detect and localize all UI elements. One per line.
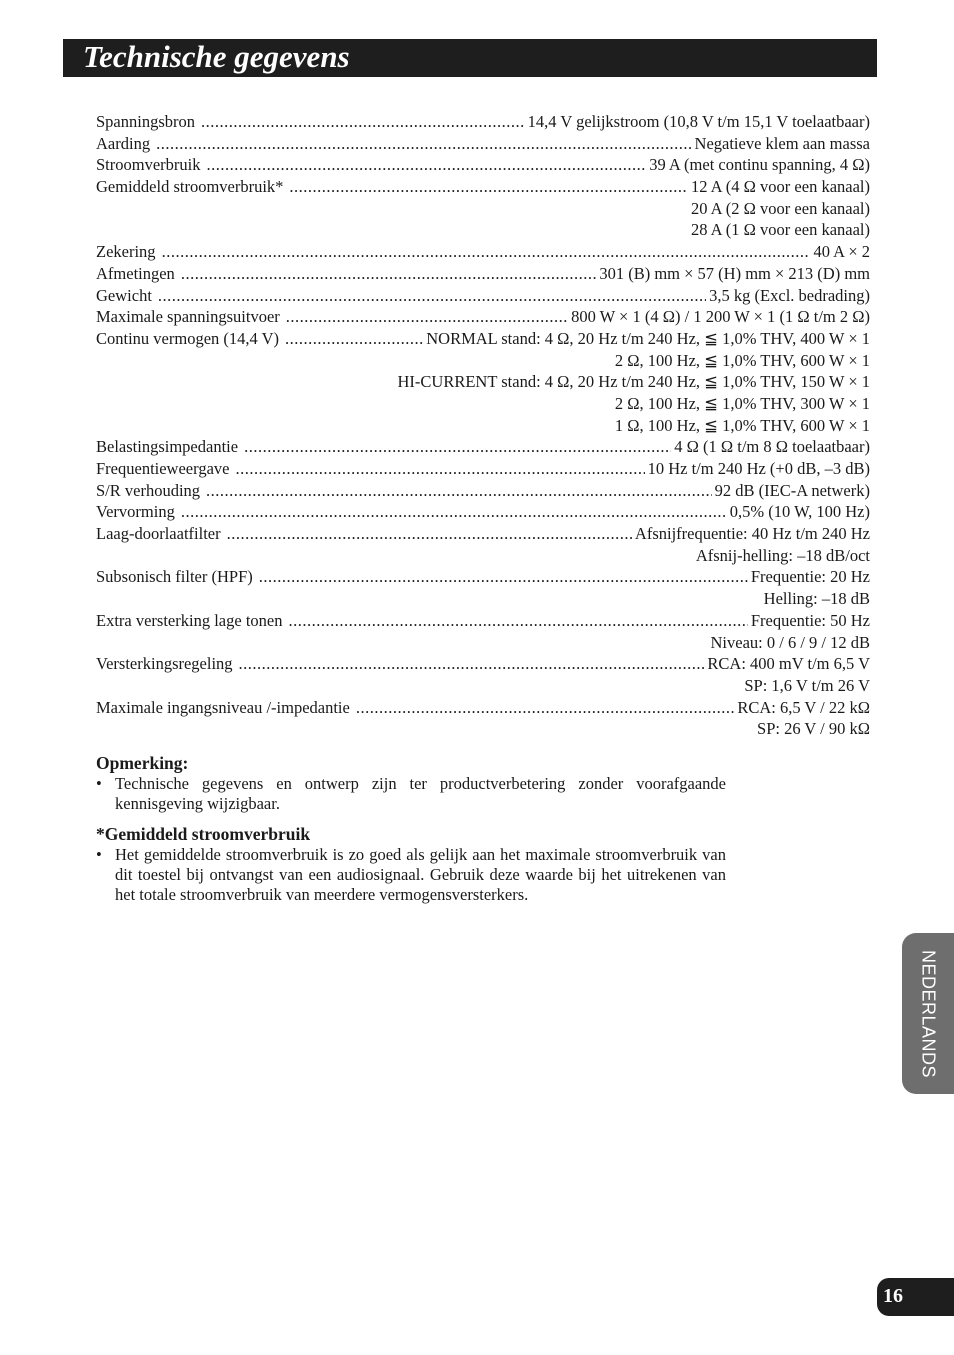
language-tab (902, 933, 954, 1094)
spec-row-continuation (96, 675, 870, 697)
dot-leader (235, 458, 644, 480)
spec-value: 800 W × 1 (4 Ω) / 1 200 W × 1 (1 Ω t/m 2 Ω) (571, 307, 870, 327)
spec-row-continuation (96, 632, 870, 654)
spec-row (96, 176, 870, 198)
spec-label: Aarding (96, 133, 151, 153)
spec-label: Maximale spanningsuitvoer (96, 307, 280, 327)
spec-row (96, 501, 870, 523)
spec-row-continuation (96, 219, 870, 241)
page-number-tab (877, 1278, 954, 1316)
dot-leader (239, 653, 705, 675)
spec-label: Afmetingen (96, 263, 175, 283)
spec-label: Extra versterking lage tonen (96, 610, 283, 630)
dot-leader (244, 436, 671, 458)
page-number: 16 (883, 1285, 903, 1307)
spec-value: Niveau: 0 / 6 / 9 / 12 dB (710, 632, 870, 652)
dot-leader (356, 697, 734, 719)
spec-label: Maximale ingangsniveau /-impedantie (96, 697, 350, 717)
dot-leader (158, 285, 706, 307)
spec-value: SP: 26 V / 90 kΩ (757, 719, 870, 739)
spec-value: 28 A (1 Ω voor een kanaal) (690, 220, 870, 240)
dot-leader (156, 133, 691, 155)
dot-leader (162, 241, 811, 263)
spec-value: 39 A (met continu spanning, 4 Ω) (649, 155, 870, 175)
dot-leader (206, 480, 712, 502)
notes-section (96, 752, 726, 915)
spec-value: Frequentie: 50 Hz (750, 610, 870, 630)
dot-leader (286, 306, 568, 328)
spec-row-continuation (96, 198, 870, 220)
dot-leader (289, 176, 688, 198)
spec-value: 1 Ω, 100 Hz, ≦ 1,0% THV, 600 W × 1 (614, 415, 870, 435)
spec-value: RCA: 6,5 V / 22 kΩ (737, 697, 870, 717)
spec-value: HI-CURRENT stand: 4 Ω, 20 Hz t/m 240 Hz, ≦ 1,0% THV, 150 W × 1 (397, 372, 870, 392)
spec-row (96, 436, 870, 458)
spec-row (96, 133, 870, 155)
note-heading: Opmerking: (96, 753, 189, 773)
spec-row (96, 328, 870, 350)
dot-leader (207, 154, 647, 176)
spec-value: Afsnijfrequentie: 40 Hz t/m 240 Hz (634, 524, 870, 544)
note-heading: *Gemiddeld stroomverbruik (96, 824, 311, 845)
spec-value: 0,5% (10 W, 100 Hz) (729, 502, 870, 522)
spec-value: 12 A (4 Ω voor een kanaal) (690, 177, 870, 197)
spec-row (96, 458, 870, 480)
spec-value: 10 Hz t/m 240 Hz (+0 dB, –3 dB) (647, 459, 870, 478)
note-text: Technische gegevens en ontwerp zijn ter productverbetering zonder voorafgaande kennisgeving wijzigbaar. (115, 774, 726, 813)
spec-value: 4 Ω (1 Ω t/m 8 Ω toelaatbaar) (674, 437, 870, 457)
spec-value: 14,4 V gelijkstroom (10,8 V t/m 15,1 V toelaatbaar) (527, 112, 870, 131)
spec-row (96, 111, 870, 133)
dot-leader (285, 328, 423, 350)
spec-label: Spanningsbron (96, 112, 195, 131)
spec-label: Zekering (96, 242, 156, 262)
spec-value: 40 A × 2 (813, 242, 870, 262)
dot-leader (227, 523, 632, 545)
spec-label: Gewicht (96, 285, 152, 305)
spec-label: Subsonisch filter (HPF) (96, 567, 253, 587)
spec-row (96, 306, 870, 328)
spec-value: 2 Ω, 100 Hz, ≦ 1,0% THV, 600 W × 1 (614, 350, 870, 370)
spec-row-continuation (96, 588, 870, 610)
spec-label: Belastingsimpedantie (96, 437, 239, 457)
spec-value: 301 (B) mm × 57 (H) mm × 213 (D) mm (599, 263, 870, 283)
spec-row-continuation (96, 393, 870, 415)
dot-leader (259, 566, 748, 588)
note-list (96, 774, 726, 813)
spec-label: Stroomverbruik (96, 155, 201, 175)
spec-row-continuation (96, 415, 870, 437)
spec-row (96, 480, 870, 502)
dot-leader (288, 610, 747, 632)
note-text: Het gemiddelde stroomverbruik is zo goed als gelijk aan het maximale stroomverbruik van dit toestel bij ontvangst van een audiosignaal. Gebruik deze waarde bij het uitrekenen van het totale stroomverbruik van meerdere vermogensversterkers. (115, 845, 726, 904)
spec-value: 3,5 kg (Excl. bedrading) (709, 285, 870, 305)
spec-row-continuation (96, 371, 870, 393)
note-item (96, 845, 726, 904)
spec-label: Continu vermogen (14,4 V) (96, 328, 280, 348)
dot-leader (181, 501, 727, 523)
spec-label: Versterkingsregeling (96, 654, 233, 674)
spec-row-continuation (96, 545, 870, 567)
spec-row (96, 263, 870, 285)
spec-value: 20 A (2 Ω voor een kanaal) (690, 198, 870, 218)
spec-value: Frequentie: 20 Hz (750, 567, 870, 587)
dot-leader (181, 263, 597, 285)
spec-row (96, 653, 870, 675)
bullet-icon: • (96, 774, 102, 793)
spec-row (96, 697, 870, 719)
language-tab-label: NEDERLANDS (918, 949, 939, 1078)
spec-value: NORMAL stand: 4 Ω, 20 Hz t/m 240 Hz, ≦ 1,0% THV, 400 W × 1 (426, 328, 870, 348)
spec-row (96, 566, 870, 588)
spec-value: Helling: –18 dB (763, 589, 870, 609)
bullet-icon: • (96, 845, 102, 865)
spec-row (96, 154, 870, 176)
spec-row-continuation (96, 350, 870, 372)
dot-leader (201, 111, 525, 133)
spec-value: RCA: 400 mV t/m 6,5 V (707, 654, 870, 674)
note-list (96, 845, 726, 904)
title-bar (63, 39, 877, 77)
spec-label: Vervorming (96, 502, 175, 522)
spec-row (96, 285, 870, 307)
spec-table (96, 111, 870, 740)
page-title: Technische gegevens (83, 39, 350, 74)
spec-label: S/R verhouding (96, 480, 201, 500)
spec-label: Laag-doorlaatfilter (96, 524, 221, 544)
spec-row (96, 610, 870, 632)
spec-label: Frequentieweergave (96, 459, 230, 478)
spec-row (96, 523, 870, 545)
note-item (96, 774, 726, 813)
spec-value: SP: 1,6 V t/m 26 V (744, 675, 870, 695)
spec-row (96, 241, 870, 263)
spec-value: Negatieve klem aan massa (694, 133, 870, 153)
spec-row-continuation (96, 718, 870, 740)
spec-value: 2 Ω, 100 Hz, ≦ 1,0% THV, 300 W × 1 (614, 393, 870, 413)
spec-value: 92 dB (IEC-A netwerk) (714, 480, 870, 500)
spec-label: Gemiddeld stroomverbruik* (96, 177, 284, 197)
spec-value: Afsnij-helling: –18 dB/oct (695, 545, 870, 565)
